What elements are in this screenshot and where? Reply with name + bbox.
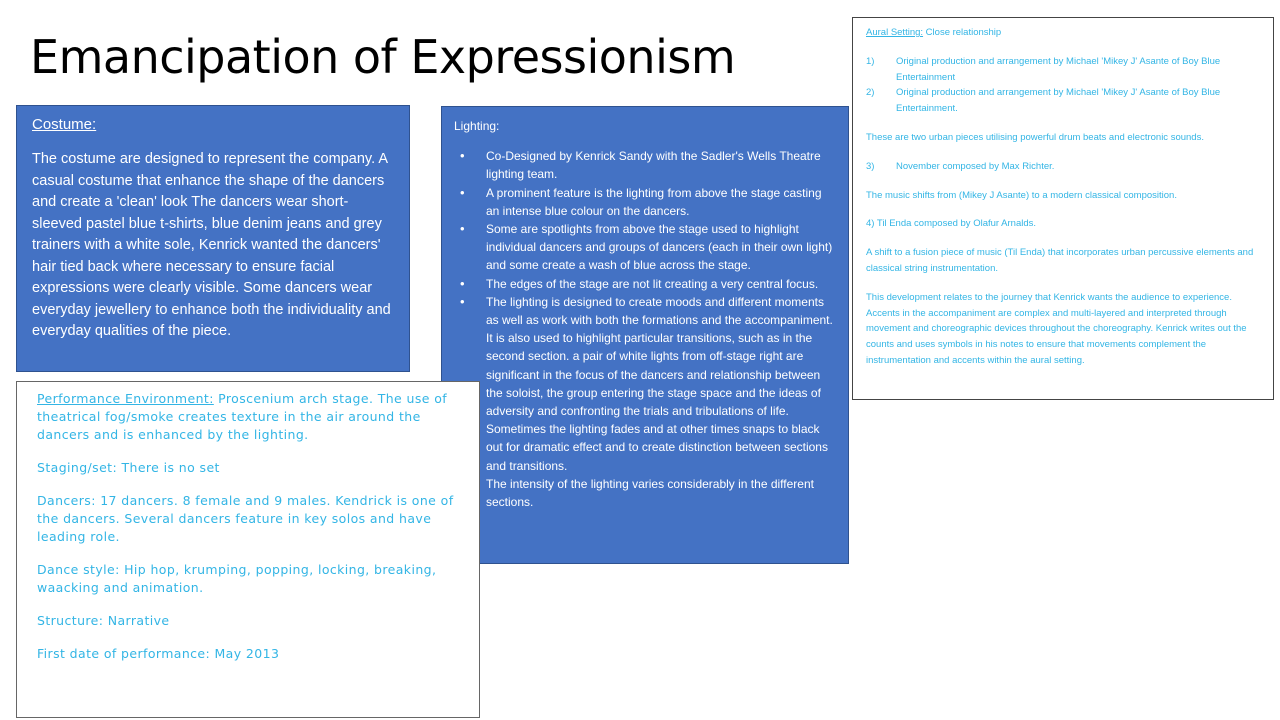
lighting-bullet: • Some are spotlights from above the stage used to highlight individual dancers and groups of dancers (each in their own light) and some create a wash of blue across the stage. [454, 220, 838, 275]
slide-title: Emancipation of Expressionism [30, 30, 736, 84]
aural-item-4: 4) Til Enda composed by Olafur Arnalds. [866, 218, 1037, 230]
lighting-bullet: • The edges of the stage are not lit creating a very central focus. [454, 275, 838, 293]
structure-text: Structure: Narrative [37, 613, 170, 628]
aural-label-rest: Close relationship [923, 27, 1002, 38]
aural-item-number: 2) [866, 87, 875, 99]
aural-label: Aural Setting: [866, 27, 924, 38]
aural-box [852, 17, 1274, 400]
dancers-text: Dancers: 17 dancers. 8 female and 9 males. Kendrick is one of the dancers. Several dancers feature in key solos and have leading role. [37, 493, 454, 544]
lighting-extra-text: The intensity of the lighting varies considerably in the different sections. [486, 476, 814, 510]
lighting-bullet: • Co-Designed by Kenrick Sandy with the Sadler's Wells Theatre lighting team. [454, 147, 838, 183]
lighting-bullet: • A prominent feature is the lighting from above the stage casting an intense blue colour on the dancers. [454, 184, 838, 220]
performance-environment [37, 390, 467, 444]
costume-heading: Costume: [32, 116, 97, 133]
costume-box [16, 105, 410, 372]
aural-urban-text: These are two urban pieces utilising powerful drum beats and electronic sounds. [866, 131, 1204, 143]
lighting-heading: Lighting: [454, 119, 500, 133]
performance-box [16, 381, 480, 718]
aural-fusion-text: A shift to a fusion piece of music (Til Enda) that incorporates urban percussive elements and classical string instrumentation. [866, 247, 1254, 274]
aural-item-number: 1) [866, 55, 875, 67]
performance-environment-label: Performance Environment: [37, 391, 214, 406]
dance-style-text: Dance style: Hip hop, krumping, popping, locking, breaking, waacking and animation. [37, 562, 437, 595]
performance-environment-text: Proscenium arch stage. The use of theatrical fog/smoke creates texture in the air around the dancers and is enhanced by the lighting. [37, 391, 448, 442]
lighting-box [441, 106, 849, 564]
aural-item [866, 54, 1261, 86]
aural-item-text: November composed by Max Richter. [896, 160, 1055, 172]
lighting-extra-text: Sometimes the lighting fades and at other times snaps to black out for dramatic effect and to create distinction between sections and transitions. [486, 422, 828, 473]
aural-item-text: Original production and arrangement by Michael 'Mikey J' Asante of Boy Blue Entertainment. [896, 87, 1221, 115]
costume-text: The costume are designed to represent the company. A casual costume that enhance the shape of the dancers and create a 'clean' look The dancers wear short-sleeved pastel blue t-shirts, blue denim jeans and grey trainers with a white sole, Kenrick wanted the dancers' hair tied back where necessary to ensure facial expressions were clearly visible. Some dancers wear everyday jewellery to enhance both the individuality and everyday qualities of the piece. [32, 151, 391, 339]
staging-text: Staging/set: There is no set [37, 460, 220, 475]
aural-heading [866, 25, 1261, 41]
lighting-bullet: • The lighting is designed to create moods and different moments as well as work with both the formations and the accompaniment. It is also used to highlight particular transitions, such as in the second section. a pair of white lights from off-stage right are significant in the focus of the dancers and relationship between the soloist, the group entering the stage space and the ideas of adversity and confronting the trials and tribulations of life. [454, 293, 838, 420]
aural-development-text: This development relates to the journey that Kenrick wants the audience to experience. Accents in the accompaniment are complex and multi-layered and interpreted through movement and choreographic devices throughout the choreography. Kenrick writes out the counts and uses symbols in his notes to ensure that movements complement the instrumentation and accents within the aural setting. [866, 291, 1247, 366]
aural-item-number: 3) [866, 160, 875, 172]
aural-shift-text: The music shifts from (Mikey J Asante) to a modern classical composition. [866, 189, 1177, 201]
aural-list [866, 54, 1261, 117]
lighting-list [454, 147, 838, 420]
first-date-text: First date of performance: May 2013 [37, 646, 280, 661]
aural-item [866, 85, 1261, 117]
aural-item-text: Original production and arrangement by Michael 'Mikey J' Asante of Boy Blue Entertainment [896, 55, 1221, 83]
aural-item-3 [866, 159, 1261, 175]
